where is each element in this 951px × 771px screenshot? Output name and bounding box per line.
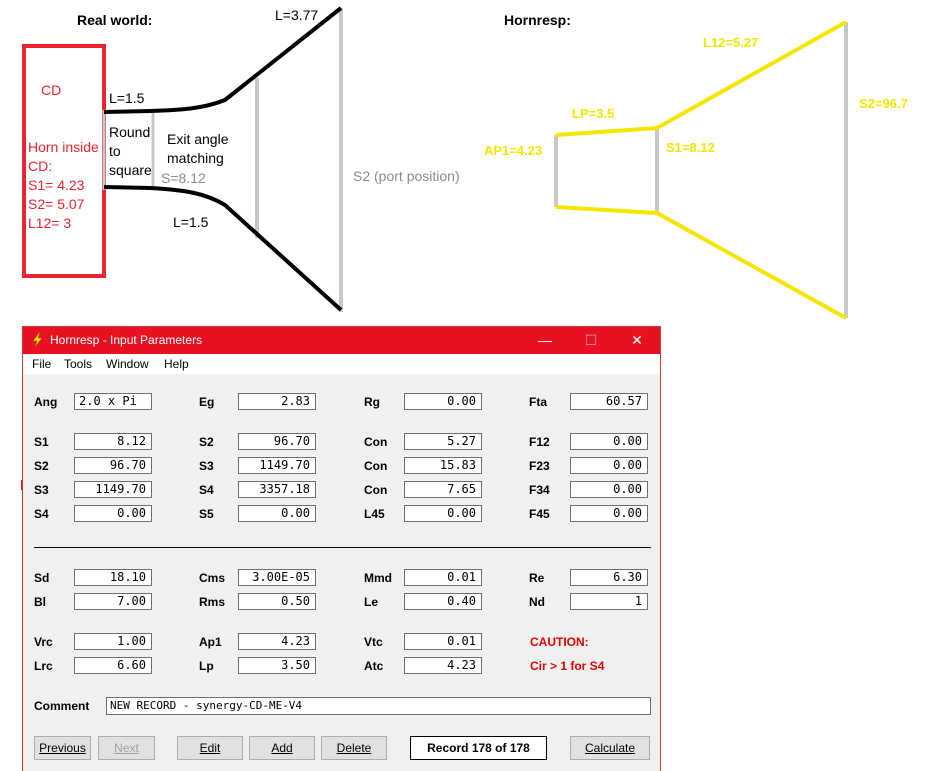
ang-label: Ang	[34, 395, 58, 409]
lrc-field[interactable]: 6.60	[74, 657, 152, 674]
s4-label: S4	[199, 483, 214, 497]
round-to-square-line-3: square	[109, 162, 152, 178]
menu-file[interactable]: File	[32, 357, 52, 371]
vtc-field[interactable]: 0.01	[404, 633, 482, 650]
con-1-field[interactable]: 5.27	[404, 433, 482, 450]
con-3-label: Con	[364, 483, 388, 497]
ap1-label: Ap1	[199, 635, 222, 649]
delete-button[interactable]: Delete	[321, 736, 387, 760]
f45-label: F45	[529, 507, 550, 521]
caution-title: CAUTION:	[530, 635, 589, 649]
s2-row-label: S2	[34, 459, 49, 473]
bl-label: Bl	[34, 595, 46, 609]
lp-label: Lp	[199, 659, 214, 673]
s1-label: S1	[34, 435, 49, 449]
menu-tools[interactable]: Tools	[64, 357, 93, 371]
cms-field[interactable]: 3.00E-05	[238, 569, 316, 586]
round-to-square-line-1: Round	[109, 124, 151, 140]
l45-field[interactable]: 0.00	[404, 505, 482, 522]
comment-label: Comment	[34, 699, 90, 713]
f23-label: F23	[529, 459, 550, 473]
f23-field[interactable]: 0.00	[570, 457, 648, 474]
s1-field[interactable]: 8.12	[74, 433, 152, 450]
hr-lp-label: LP=3.5	[572, 106, 615, 121]
edit-button[interactable]: Edit	[177, 736, 243, 760]
eg-field[interactable]: 2.83	[238, 393, 316, 410]
hornresp-window	[22, 326, 661, 771]
hornresp-heading: Hornresp:	[504, 12, 571, 28]
ap1-field[interactable]: 4.23	[238, 633, 316, 650]
fta-label: Fta	[529, 395, 547, 409]
s4-field[interactable]: 3357.18	[238, 481, 316, 498]
s2-row-field[interactable]: 96.70	[74, 457, 152, 474]
previous-button[interactable]: Previous	[34, 736, 91, 760]
con-2-field[interactable]: 15.83	[404, 457, 482, 474]
re-field[interactable]: 6.30	[570, 569, 648, 586]
s5-field[interactable]: 0.00	[238, 505, 316, 522]
lp-field[interactable]: 3.50	[238, 657, 316, 674]
le-label: Le	[364, 595, 379, 609]
s2-port-label: S2 (port position)	[353, 168, 460, 184]
vrc-field[interactable]: 1.00	[74, 633, 152, 650]
fta-field[interactable]: 60.57	[570, 393, 648, 410]
f45-field[interactable]: 0.00	[570, 505, 648, 522]
l-bottom-short-label: L=1.5	[173, 214, 209, 230]
hr-ap1-label: AP1=4.23	[484, 143, 543, 158]
sd-label: Sd	[34, 571, 50, 585]
l-top-short-label: L=1.5	[109, 90, 145, 106]
maximize-button[interactable]: ☐	[584, 332, 598, 348]
rms-label: Rms	[199, 595, 226, 609]
s2-field[interactable]: 96.70	[238, 433, 316, 450]
exit-angle-line-2: matching	[167, 150, 224, 166]
caution-text: Cir > 1 for S4	[530, 659, 605, 673]
con-2-label: Con	[364, 459, 388, 473]
s3-row-label: S3	[34, 483, 49, 497]
next-button[interactable]: Next	[98, 736, 155, 760]
cd-label: CD	[41, 82, 62, 98]
con-3-field[interactable]: 7.65	[404, 481, 482, 498]
hr-s2-label: S2=96.7	[859, 96, 908, 111]
comment-field[interactable]: NEW RECORD - synergy-CD-ME-V4	[106, 697, 651, 715]
s4-row-field[interactable]: 0.00	[74, 505, 152, 522]
nd-field[interactable]: 1	[570, 593, 648, 610]
f12-field[interactable]: 0.00	[570, 433, 648, 450]
menu-help[interactable]: Help	[164, 357, 189, 371]
atc-label: Atc	[364, 659, 384, 673]
menu-window[interactable]: Window	[106, 357, 149, 371]
horn-inside-line-5: L12= 3	[28, 215, 72, 231]
con-1-label: Con	[364, 435, 388, 449]
window-title: Hornresp - Input Parameters	[50, 333, 203, 347]
horn-inside-line-4: S2= 5.07	[28, 196, 85, 212]
vtc-label: Vtc	[364, 635, 383, 649]
mmd-field[interactable]: 0.01	[404, 569, 482, 586]
s3-row-field[interactable]: 1149.70	[74, 481, 152, 498]
calculate-button[interactable]: Calculate	[570, 736, 650, 760]
cms-label: Cms	[199, 571, 226, 585]
rms-field[interactable]: 0.50	[238, 593, 316, 610]
lrc-label: Lrc	[34, 659, 53, 673]
title-bar[interactable]	[23, 327, 660, 354]
sd-field[interactable]: 18.10	[74, 569, 152, 586]
hr-wall-bottom	[556, 207, 846, 318]
rg-field[interactable]: 0.00	[404, 393, 482, 410]
lightning-bolt-icon	[30, 332, 46, 348]
s3-label: S3	[199, 459, 214, 473]
f12-label: F12	[529, 435, 550, 449]
menu-bar	[23, 354, 660, 374]
separator-line	[34, 547, 651, 548]
exit-angle-line-1: Exit angle	[167, 131, 229, 147]
close-button[interactable]: ✕	[631, 332, 643, 348]
input-form	[23, 374, 660, 771]
record-indicator: Record 178 of 178	[410, 736, 547, 760]
atc-field[interactable]: 4.23	[404, 657, 482, 674]
l-top-long-label: L=3.77	[275, 7, 319, 23]
s5-label: S5	[199, 507, 214, 521]
bl-field[interactable]: 7.00	[74, 593, 152, 610]
le-field[interactable]: 0.40	[404, 593, 482, 610]
eg-label: Eg	[199, 395, 215, 409]
vrc-label: Vrc	[34, 635, 53, 649]
s4-row-label: S4	[34, 507, 49, 521]
real-world-heading: Real world:	[77, 12, 153, 28]
re-label: Re	[529, 571, 545, 585]
f34-field[interactable]: 0.00	[570, 481, 648, 498]
rg-label: Rg	[364, 395, 380, 409]
mmd-label: Mmd	[364, 571, 392, 585]
minimize-button[interactable]: —	[538, 332, 552, 348]
horn-wall-bottom	[104, 187, 341, 310]
s3-field[interactable]: 1149.70	[238, 457, 316, 474]
hr-s1-label: S1=8.12	[666, 140, 715, 155]
s-mid-label: S=8.12	[161, 170, 206, 186]
add-button[interactable]: Add	[249, 736, 315, 760]
horn-inside-line-3: S1= 4.23	[28, 177, 85, 193]
hr-l12-label: L12=5.27	[703, 35, 759, 50]
ang-field[interactable]: 2.0 x Pi	[74, 393, 152, 410]
l45-label: L45	[364, 507, 385, 521]
s2-label: S2	[199, 435, 214, 449]
round-to-square-line-2: to	[109, 143, 121, 159]
horn-inside-line-2: CD:	[28, 158, 53, 174]
f34-label: F34	[529, 483, 550, 497]
horn-inside-line-1: Horn inside	[28, 139, 99, 155]
nd-label: Nd	[529, 595, 545, 609]
